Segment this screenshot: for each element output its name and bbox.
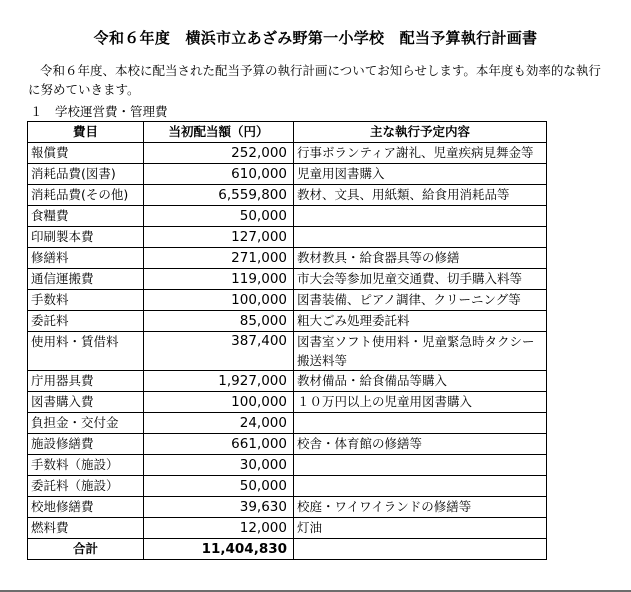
table-row (28, 413, 547, 434)
row-description: 市大会等参加児童交通費、切手購入料等 (294, 269, 547, 290)
row-amount: 661,000 (144, 434, 294, 455)
header-amount: 当初配当額（円） (144, 122, 294, 143)
table-row (28, 290, 547, 311)
row-item: 報償費 (28, 143, 144, 164)
table-row (28, 143, 547, 164)
row-item: 消耗品費(図書) (28, 164, 144, 185)
row-amount: 100,000 (144, 392, 294, 413)
row-amount: 6,559,800 (144, 185, 294, 206)
intro-text: 令和６年度、本校に配当された配当予算の執行計画についてお知らせします。本年度も効率的な執行に努めていきます。 (28, 63, 601, 97)
table-row (28, 227, 547, 248)
row-description: 児童用図書購入 (294, 164, 547, 185)
table-row (28, 206, 547, 227)
row-amount: 119,000 (144, 269, 294, 290)
row-amount: 1,927,000 (144, 371, 294, 392)
row-item: 燃料費 (28, 518, 144, 539)
page-title: 令和６年度 横浜市立あざみ野第一小学校 配当予算執行計画書 (93, 29, 538, 47)
row-description: 校庭・ワイワイランドの修繕等 (294, 497, 547, 518)
table-row (28, 434, 547, 455)
total-description (294, 539, 547, 560)
row-amount: 50,000 (144, 206, 294, 227)
row-item: 手数料（施設） (28, 455, 144, 476)
row-item: 手数料 (28, 290, 144, 311)
row-item: 使用料・賃借料 (28, 332, 144, 371)
row-description (294, 455, 547, 476)
row-amount: 12,000 (144, 518, 294, 539)
table-row (28, 248, 547, 269)
row-amount: 30,000 (144, 455, 294, 476)
row-item: 負担金・交付金 (28, 413, 144, 434)
table-row (28, 269, 547, 290)
row-item: 修繕料 (28, 248, 144, 269)
row-amount: 610,000 (144, 164, 294, 185)
intro-paragraph (28, 61, 613, 99)
row-amount: 127,000 (144, 227, 294, 248)
table-row (28, 497, 547, 518)
row-description: １０万円以上の児童用図書購入 (294, 392, 547, 413)
section-heading: １ 学校運営費・管理費 (30, 104, 168, 119)
row-item: 図書購入費 (28, 392, 144, 413)
table-row (28, 311, 547, 332)
row-item: 庁用器具費 (28, 371, 144, 392)
total-row (28, 539, 547, 560)
row-amount: 100,000 (144, 290, 294, 311)
row-amount: 85,000 (144, 311, 294, 332)
row-item: 消耗品費(その他) (28, 185, 144, 206)
row-amount: 24,000 (144, 413, 294, 434)
row-item: 施設修繕費 (28, 434, 144, 455)
budget-table (27, 121, 547, 560)
row-item: 食糧費 (28, 206, 144, 227)
table-row (28, 185, 547, 206)
table-row (28, 371, 547, 392)
row-amount: 252,000 (144, 143, 294, 164)
table-row (28, 455, 547, 476)
row-description: 行事ボランティア謝礼、児童疾病見舞金等 (294, 143, 547, 164)
row-item: 印刷製本費 (28, 227, 144, 248)
row-amount: 387,400 (144, 332, 294, 371)
table-row (28, 518, 547, 539)
row-description: 図書装備、ピアノ調律、クリーニング等 (294, 290, 547, 311)
row-description: 灯油 (294, 518, 547, 539)
row-amount: 271,000 (144, 248, 294, 269)
row-amount: 39,630 (144, 497, 294, 518)
row-description: 教材、文具、用紙類、給食用消耗品等 (294, 185, 547, 206)
header-item: 費目 (28, 122, 144, 143)
row-description (294, 206, 547, 227)
row-description: 図書室ソフト使用料・児童緊急時タクシー搬送料等 (294, 332, 547, 371)
row-description: 教材備品・給食備品等購入 (294, 371, 547, 392)
total-label: 合計 (28, 539, 144, 560)
table-row (28, 332, 547, 371)
row-description (294, 476, 547, 497)
row-item: 委託料 (28, 311, 144, 332)
row-item: 通信運搬費 (28, 269, 144, 290)
row-item: 校地修繕費 (28, 497, 144, 518)
row-description (294, 227, 547, 248)
table-row (28, 392, 547, 413)
table-header-row (28, 122, 547, 143)
row-amount: 50,000 (144, 476, 294, 497)
total-amount: 11,404,830 (144, 539, 294, 560)
table-row (28, 164, 547, 185)
header-description: 主な執行予定内容 (294, 122, 547, 143)
row-description: 教材教具・給食器具等の修繕 (294, 248, 547, 269)
table-row (28, 476, 547, 497)
row-description: 粗大ごみ処理委託料 (294, 311, 547, 332)
row-description (294, 413, 547, 434)
row-description: 校舎・体育館の修繕等 (294, 434, 547, 455)
row-item: 委託料（施設） (28, 476, 144, 497)
